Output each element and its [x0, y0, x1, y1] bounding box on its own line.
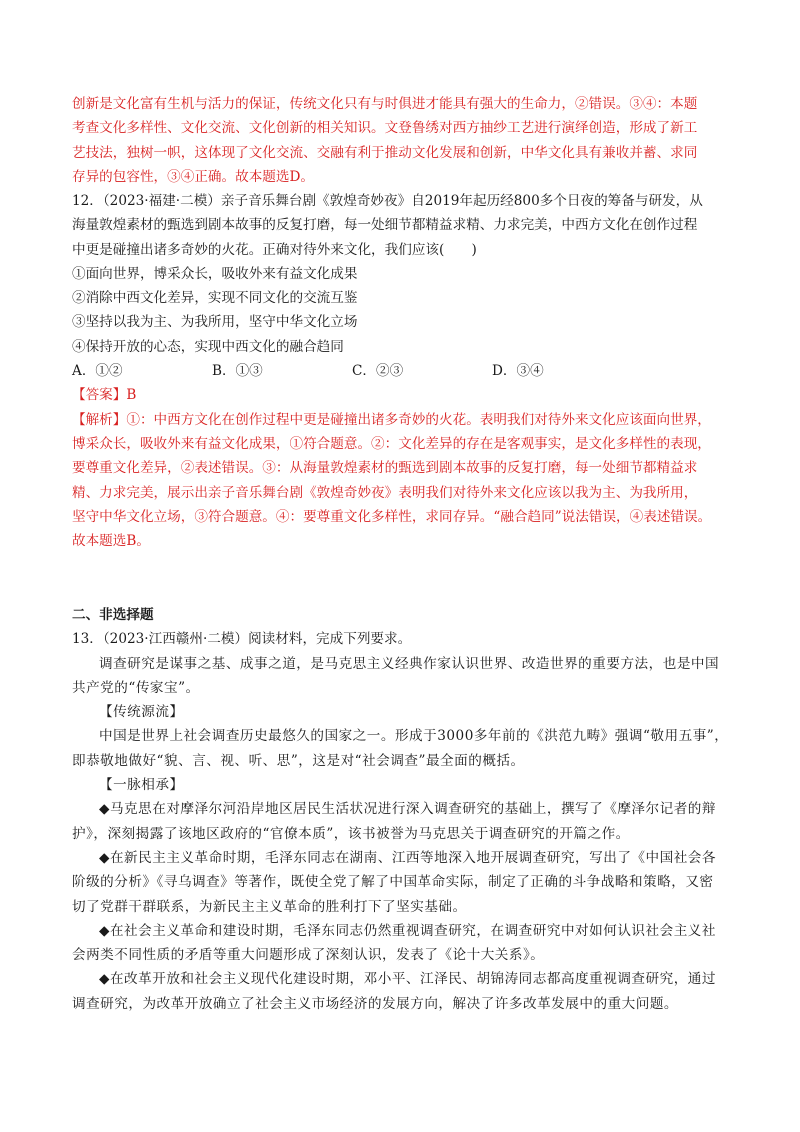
analysis-line: 创新是文化富有生机与活力的保证，传统文化只有与时俱进才能具有强大的生命力，②错误。③④：本题 — [72, 96, 698, 112]
question-stem-line: 海量敦煌素材的甄选到剧本故事的反复打磨，每一处细节都精益求精、力求完美，中西方文化在创作过程 — [72, 217, 698, 234]
material-line: ◆在社会主义革命和建设时期，毛泽东同志仍然重视调查研究，在调查研究中对如何认识社会主义社 — [99, 922, 716, 939]
question-12-analysis — [72, 408, 732, 554]
analysis-line: 考查文化多样性、文化交流、文化创新的相关知识。文登鲁绣对西方抽纱工艺进行演绎创造，形成了新工 — [72, 120, 698, 137]
material-line: 中国是世界上社会调查历史最悠久的国家之一。形成于3000多年前的《洪范九畴》强调“敬用五事”， — [99, 728, 729, 745]
option-item: ①面向世界，博采众长，吸收外来有益文化成果 — [72, 265, 358, 282]
choice-a: A．①② — [72, 363, 123, 380]
option-item: ④保持开放的心态，实现中西文化的融合趋同 — [72, 338, 344, 355]
material-line: 切了党群干群联系，为新民主主义革命的胜利打下了坚实基础。 — [72, 898, 467, 915]
analysis-line: 【解析】①：中西方文化在创作过程中更是碰撞出诸多奇妙的火花。表明我们对待外来文化应该面向世界， — [72, 411, 711, 428]
material-tag: 【一脉相承】 — [99, 777, 184, 794]
material-line: ◆在新民主主义革命时期，毛泽东同志在湖南、江西等地深入地开展调查研究，写出了《中国社会各 — [99, 849, 716, 866]
analysis-line: 坚守中华文化立场，③符合题意。④：要尊重文化多样性，求同存异。“融合趋同”说法错误，④表述错误。 — [72, 508, 712, 525]
question-13-stem: 13．（2023·江西赣州·二模）阅读材料，完成下列要求。 — [72, 631, 412, 648]
analysis-line: 博采众长，吸收外来有益文化成果，①符合题意。②：文化差异的存在是客观事实，是文化多样性的表现， — [72, 435, 711, 452]
reading-material — [72, 652, 732, 1016]
material-line: 调查研究，为改革开放确立了社会主义市场经济的发展方向，解决了许多改革发展中的重大问题。 — [72, 995, 679, 1012]
material-line: ◆马克思在对摩泽尔河沿岸地区居民生活状况进行深入调查研究的基础上，撰写了《摩泽尔记者的辩 — [99, 801, 716, 818]
material-line: 会两类不同性质的矛盾等重大问题形成了深刻认识，发表了《论十大关系》。 — [72, 947, 545, 964]
question-stem-line: 中更是碰撞出诸多奇妙的火花。正确对待外来文化，我们应该( ) — [72, 241, 477, 258]
analysis-line: 艺技法，独树一帜，这体现了文化交流、交融有利于推动文化发展和创新，中华文化具有兼收并蓄、求同 — [72, 144, 698, 161]
analysis-line: 存异的包容性，③④正确。故本题选D。 — [72, 168, 314, 185]
material-line: 即恭敬地做好“貌、言、视、听、思”，这是对“社会调查”最全面的概括。 — [72, 752, 525, 769]
choice-b: B．①③ — [212, 363, 263, 380]
material-tag: 【传统源流】 — [99, 704, 184, 721]
material-line: 共产党的“传家宝”。 — [72, 679, 200, 696]
material-line: 调查研究是谋事之基、成事之道，是马克思主义经典作家认识世界、改造世界的重要方法，也是中国 — [99, 655, 720, 672]
option-item: ③坚持以我为主、为我所用，坚守中华文化立场 — [72, 314, 358, 331]
choice-d: D．③④ — [492, 363, 544, 380]
analysis-line: 要尊重文化差异，②表述错误。③：从海量敦煌素材的甄选到剧本故事的反复打磨，每一处细节都精益求 — [72, 460, 698, 477]
material-line: ◆在改革开放和社会主义现代化建设时期，邓小平、江泽民、胡锦涛同志都高度重视调查研究，通过 — [99, 971, 716, 988]
choice-c: C．②③ — [352, 363, 404, 380]
section-non-choice — [72, 603, 732, 1016]
option-item: ②消除中西文化差异，实现不同文化的交流互鉴 — [72, 290, 358, 307]
material-line: 护》，深刻揭露了该地区政府的“官僚本质”，该书被誉为马克思关于调查研究的开篇之作。 — [72, 825, 630, 842]
answer-choices — [72, 359, 732, 383]
previous-analysis — [72, 92, 732, 189]
question-stem-line: 12．（2023·福建·二模）亲子音乐舞台剧《敦煌奇妙夜》自2019年起历经800多个日夜的筹备与研发，从 — [72, 193, 703, 209]
analysis-line: 故本题选B。 — [72, 533, 150, 550]
material-line: 阶级的分析》《寻乌调查》等著作，既使全党了解了中国革命实际，制定了正确的斗争战略和策略，又密 — [72, 874, 714, 891]
analysis-line: 精、力求完美，展示出亲子音乐舞台剧《敦煌奇妙夜》表明我们对待外来文化应该以我为主、为我所用， — [72, 484, 698, 501]
section-heading: 二、非选择题 — [72, 607, 154, 623]
answer-label: 【答案】B — [72, 387, 137, 404]
question-12 — [72, 189, 732, 553]
